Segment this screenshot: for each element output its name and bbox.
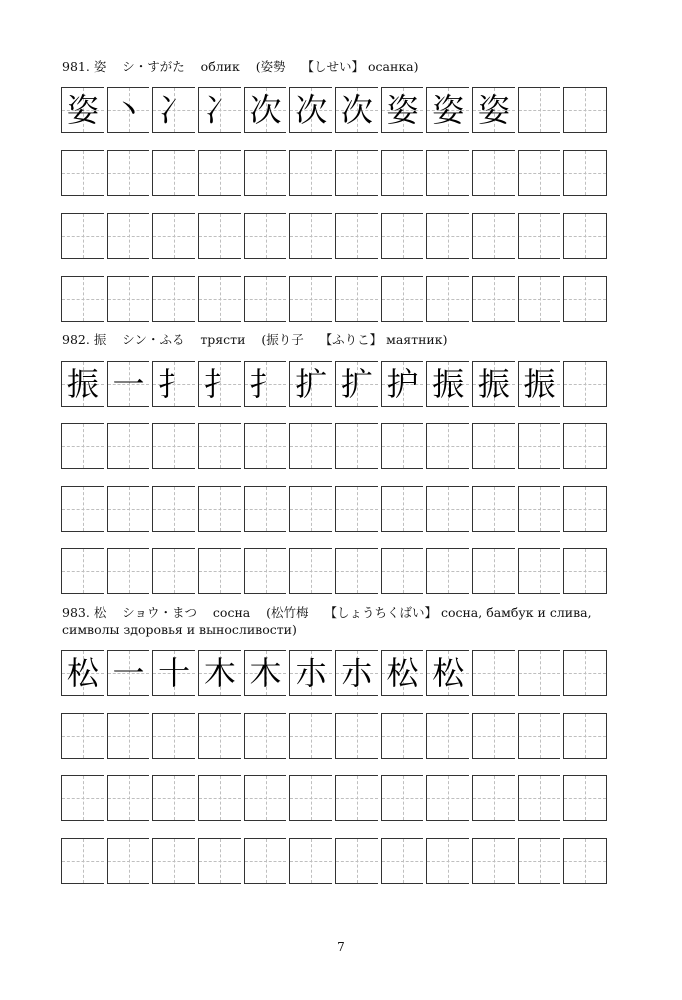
writing-cell (472, 548, 515, 594)
writing-cell (61, 276, 104, 322)
writing-cell (381, 213, 424, 259)
stroke-glyph: 十 (158, 654, 191, 692)
writing-cell (335, 361, 378, 407)
stroke-glyph: 木 (249, 654, 282, 692)
writing-cell (61, 423, 104, 469)
writing-cell (381, 775, 424, 821)
writing-cell (289, 548, 332, 594)
stroke-glyph: 冫 (203, 91, 236, 129)
writing-cell (244, 361, 287, 407)
writing-cell (426, 713, 469, 759)
writing-cell (381, 838, 424, 884)
practice-row (61, 150, 607, 196)
writing-cell (244, 213, 287, 259)
writing-cell (335, 423, 378, 469)
entry-kanji: 姿 (93, 59, 107, 74)
entry-983-heading (62, 604, 622, 638)
writing-cell (472, 713, 515, 759)
practice-row (61, 486, 607, 532)
writing-cell (289, 276, 332, 322)
writing-cell (198, 838, 241, 884)
writing-cell (107, 150, 150, 196)
writing-cell (472, 87, 515, 133)
stroke-glyph: 姿 (66, 91, 99, 129)
page-number: 7 (337, 940, 345, 954)
stroke-glyph: 松 (66, 654, 99, 692)
entry-981-heading (62, 58, 622, 75)
entry-example-reading: 【しせい】 (301, 59, 365, 74)
writing-cell (472, 213, 515, 259)
stroke-glyph: 扌 (158, 365, 191, 403)
writing-cell (381, 423, 424, 469)
stroke-order-row (61, 361, 607, 407)
writing-cell (426, 838, 469, 884)
writing-cell (381, 150, 424, 196)
writing-cell (426, 548, 469, 594)
entry-example: (振り子 (261, 332, 304, 347)
writing-cell (518, 713, 561, 759)
writing-cell (61, 713, 104, 759)
writing-cell (244, 423, 287, 469)
writing-cell (152, 486, 195, 532)
writing-cell (61, 650, 104, 696)
writing-cell (244, 713, 287, 759)
writing-cell (198, 150, 241, 196)
writing-cell (107, 213, 150, 259)
writing-cell (518, 650, 561, 696)
writing-cell (152, 423, 195, 469)
stroke-glyph: 姿 (477, 91, 510, 129)
stroke-glyph: 扌 (203, 365, 236, 403)
stroke-glyph: 振 (523, 365, 556, 403)
writing-cell (563, 276, 607, 322)
stroke-glyph: 次 (340, 91, 373, 129)
entry-example: (松竹梅 (266, 605, 309, 620)
stroke-glyph: 松 (432, 654, 465, 692)
writing-cell (518, 150, 561, 196)
writing-cell (472, 361, 515, 407)
writing-cell (335, 775, 378, 821)
writing-cell (335, 486, 378, 532)
writing-cell (335, 838, 378, 884)
stroke-glyph (564, 88, 606, 132)
writing-cell (563, 87, 607, 133)
writing-cell (335, 87, 378, 133)
writing-cell (563, 423, 607, 469)
stroke-glyph (519, 651, 561, 695)
writing-cell (426, 650, 469, 696)
stroke-order-row (61, 87, 607, 133)
practice-row (61, 838, 607, 884)
writing-cell (152, 361, 195, 407)
writing-cell (61, 838, 104, 884)
writing-cell (381, 548, 424, 594)
entry-example-reading: 【しょうちくばい】 (324, 605, 437, 620)
writing-cell (152, 150, 195, 196)
writing-cell (472, 276, 515, 322)
writing-cell (289, 838, 332, 884)
writing-cell (426, 276, 469, 322)
writing-cell (107, 548, 150, 594)
writing-cell (61, 775, 104, 821)
writing-cell (472, 775, 515, 821)
writing-cell (289, 361, 332, 407)
writing-cell (563, 838, 607, 884)
writing-cell (107, 650, 150, 696)
writing-cell (289, 775, 332, 821)
writing-cell (518, 213, 561, 259)
writing-cell (244, 775, 287, 821)
entry-example-meaning: маятник) (386, 332, 448, 347)
entry-meaning: трясти (200, 332, 246, 347)
writing-cell (426, 361, 469, 407)
stroke-glyph: 振 (432, 365, 465, 403)
stroke-glyph: 扌 (249, 365, 282, 403)
entry-readings: ショウ・まつ (122, 605, 198, 620)
writing-cell (518, 276, 561, 322)
stroke-glyph: 扩 (340, 365, 373, 403)
entry-number: 981. (62, 59, 90, 74)
stroke-glyph: 姿 (386, 91, 419, 129)
writing-cell (107, 423, 150, 469)
writing-cell (61, 486, 104, 532)
writing-cell (426, 486, 469, 532)
writing-cell (107, 361, 150, 407)
stroke-glyph: 次 (295, 91, 328, 129)
writing-cell (518, 548, 561, 594)
stroke-glyph: 振 (66, 365, 99, 403)
writing-cell (381, 87, 424, 133)
entry-example-reading: 【ふりこ】 (319, 332, 383, 347)
writing-cell (107, 276, 150, 322)
writing-cell (563, 150, 607, 196)
stroke-glyph: 护 (386, 365, 419, 403)
writing-cell (381, 486, 424, 532)
writing-cell (198, 486, 241, 532)
stroke-glyph: 一 (112, 365, 145, 403)
writing-cell (198, 713, 241, 759)
stroke-glyph: 朩 (295, 654, 328, 692)
writing-cell (152, 276, 195, 322)
writing-cell (289, 713, 332, 759)
entry-number: 983. (62, 605, 90, 620)
writing-cell (381, 650, 424, 696)
writing-cell (472, 650, 515, 696)
writing-cell (472, 150, 515, 196)
writing-cell (61, 213, 104, 259)
entry-example-meaning: сосна, бамбук и слива, символы здоровья и выносливости) (62, 605, 592, 637)
writing-cell (426, 423, 469, 469)
writing-cell (289, 213, 332, 259)
writing-cell (152, 87, 195, 133)
writing-cell (107, 838, 150, 884)
writing-cell (152, 775, 195, 821)
writing-cell (518, 361, 561, 407)
writing-cell (107, 486, 150, 532)
writing-cell (61, 87, 104, 133)
writing-cell (563, 548, 607, 594)
stroke-glyph: 冫 (158, 91, 191, 129)
writing-cell (335, 150, 378, 196)
stroke-glyph (473, 651, 515, 695)
stroke-glyph: 扩 (295, 365, 328, 403)
writing-cell (518, 775, 561, 821)
practice-row (61, 548, 607, 594)
writing-cell (335, 713, 378, 759)
stroke-glyph: 朩 (340, 654, 373, 692)
writing-cell (244, 276, 287, 322)
entry-kanji: 振 (93, 332, 107, 347)
writing-cell (563, 213, 607, 259)
writing-cell (244, 87, 287, 133)
writing-cell (152, 838, 195, 884)
writing-cell (426, 775, 469, 821)
entry-readings: シ・すがた (122, 59, 185, 74)
stroke-glyph (519, 88, 561, 132)
writing-cell (563, 650, 607, 696)
writing-cell (472, 423, 515, 469)
writing-cell (107, 775, 150, 821)
writing-cell (198, 213, 241, 259)
stroke-glyph (564, 651, 606, 695)
writing-cell (107, 87, 150, 133)
writing-cell (426, 213, 469, 259)
writing-cell (244, 548, 287, 594)
writing-cell (472, 486, 515, 532)
writing-cell (335, 650, 378, 696)
practice-row (61, 423, 607, 469)
writing-cell (381, 713, 424, 759)
writing-cell (472, 838, 515, 884)
entry-example: (姿勢 (255, 59, 286, 74)
writing-cell (152, 713, 195, 759)
writing-cell (518, 87, 561, 133)
writing-cell (61, 361, 104, 407)
stroke-glyph: 次 (249, 91, 282, 129)
stroke-glyph (564, 362, 606, 406)
entry-meaning: сосна (212, 605, 251, 620)
writing-cell (518, 423, 561, 469)
stroke-glyph: 一 (112, 654, 145, 692)
entry-meaning: облик (200, 59, 240, 74)
stroke-order-row (61, 650, 607, 696)
writing-cell (563, 486, 607, 532)
practice-row (61, 213, 607, 259)
writing-cell (198, 423, 241, 469)
writing-cell (289, 650, 332, 696)
writing-cell (244, 150, 287, 196)
practice-row (61, 775, 607, 821)
writing-cell (61, 150, 104, 196)
entry-number: 982. (62, 332, 90, 347)
stroke-glyph: 振 (477, 365, 510, 403)
writing-cell (198, 276, 241, 322)
entry-kanji: 松 (93, 605, 107, 620)
practice-row (61, 713, 607, 759)
writing-cell (381, 361, 424, 407)
writing-cell (335, 548, 378, 594)
writing-cell (426, 87, 469, 133)
stroke-glyph: 姿 (432, 91, 465, 129)
writing-cell (61, 548, 104, 594)
writing-cell (244, 838, 287, 884)
writing-cell (289, 150, 332, 196)
writing-cell (198, 650, 241, 696)
writing-cell (563, 361, 607, 407)
stroke-glyph: 松 (386, 654, 419, 692)
writing-cell (244, 650, 287, 696)
entry-982-heading (62, 331, 622, 348)
writing-cell (244, 486, 287, 532)
writing-cell (289, 423, 332, 469)
writing-cell (563, 713, 607, 759)
writing-cell (152, 650, 195, 696)
writing-cell (198, 87, 241, 133)
writing-cell (107, 713, 150, 759)
writing-cell (563, 775, 607, 821)
writing-cell (198, 548, 241, 594)
writing-cell (518, 486, 561, 532)
writing-cell (152, 548, 195, 594)
writing-cell (381, 276, 424, 322)
stroke-glyph: 丶 (112, 91, 145, 129)
stroke-glyph: 木 (203, 654, 236, 692)
writing-cell (335, 276, 378, 322)
practice-row (61, 276, 607, 322)
writing-cell (518, 838, 561, 884)
writing-cell (289, 486, 332, 532)
entry-readings: シン・ふる (122, 332, 185, 347)
writing-cell (152, 213, 195, 259)
writing-cell (198, 775, 241, 821)
writing-cell (335, 213, 378, 259)
entry-example-meaning: осанка) (368, 59, 419, 74)
writing-cell (289, 87, 332, 133)
writing-cell (198, 361, 241, 407)
writing-cell (426, 150, 469, 196)
